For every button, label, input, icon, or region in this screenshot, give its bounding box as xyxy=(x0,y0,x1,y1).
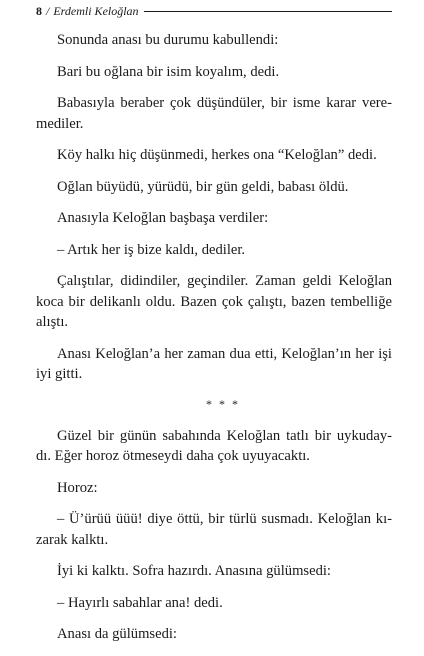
paragraph xyxy=(36,145,392,166)
paragraph xyxy=(36,478,392,499)
text-line: Çalıştılar, didindiler, geçindiler. Zaman geldi Keloğlan xyxy=(57,273,392,289)
text-line: – Hayırlı sabahlar ana! dedi. xyxy=(57,594,223,611)
header-separator: / xyxy=(46,3,50,18)
text-line: Babasıyla beraber çok düşündüler, bir isme karar vere- xyxy=(57,95,392,111)
book-title: Erdemli Keloğlan xyxy=(53,3,139,18)
paragraph xyxy=(36,509,392,550)
text-line: Anası da gülümsedi: xyxy=(57,626,177,642)
paragraph xyxy=(36,177,392,198)
text-line: – Ü’ürüü üüü! diye öttü, bir türlü susmadı. Keloğlan kı- xyxy=(57,511,392,527)
body-text xyxy=(36,30,392,656)
text-line: Sonunda anası bu durumu kabullendi: xyxy=(57,32,279,48)
paragraph xyxy=(36,593,392,614)
header-rule xyxy=(144,11,392,12)
text-line: Horoz: xyxy=(57,479,98,496)
text-line: Anasıyla Keloğlan başbaşa verdiler: xyxy=(57,210,269,226)
text-line: koca bir delikanlı oldu. Bazen çok çalıştı, bazen tembelliğe xyxy=(36,293,392,310)
text-line: iyi gitti. xyxy=(36,366,83,382)
paragraph xyxy=(36,30,392,51)
text-line: mediler. xyxy=(36,115,84,132)
text-line: Anası Keloğlan’a her zaman dua etti, Keloğlan’ın her işi xyxy=(57,345,392,362)
section-break: * * * xyxy=(206,396,240,411)
paragraph xyxy=(36,208,392,229)
text-line: Bari bu oğlana bir isim koyalım, dedi. xyxy=(57,63,280,80)
text-line: Oğlan büyüdü, yürüdü, bir gün geldi, babası öldü. xyxy=(57,178,349,195)
text-line: – Artık her iş bize kaldı, dediler. xyxy=(57,241,246,258)
page-number: 8 xyxy=(36,3,42,18)
text-line: Güzel bir günün sabahında Keloğlan tatlı bir uykuday- xyxy=(57,427,392,444)
paragraph xyxy=(36,240,392,261)
paragraph xyxy=(36,624,392,645)
paragraph xyxy=(36,426,392,467)
running-header xyxy=(36,3,392,19)
text-line: zarak kalktı. xyxy=(36,531,109,548)
text-line: alıştı. xyxy=(36,314,69,330)
text-line: İyi ki kalktı. Sofra hazırdı. Anasına gülümsedi: xyxy=(57,563,331,579)
text-line: dı. Eğer horoz ötmeseydi daha çok uyuyacaktı. xyxy=(36,448,310,464)
text-line: Köy halkı hiç düşünmedi, herkes ona “Keloğlan” dedi. xyxy=(57,147,377,163)
paragraph xyxy=(36,93,392,134)
paragraph xyxy=(36,561,392,582)
paragraph xyxy=(36,62,392,83)
paragraph xyxy=(36,271,392,333)
paragraph xyxy=(36,344,392,385)
